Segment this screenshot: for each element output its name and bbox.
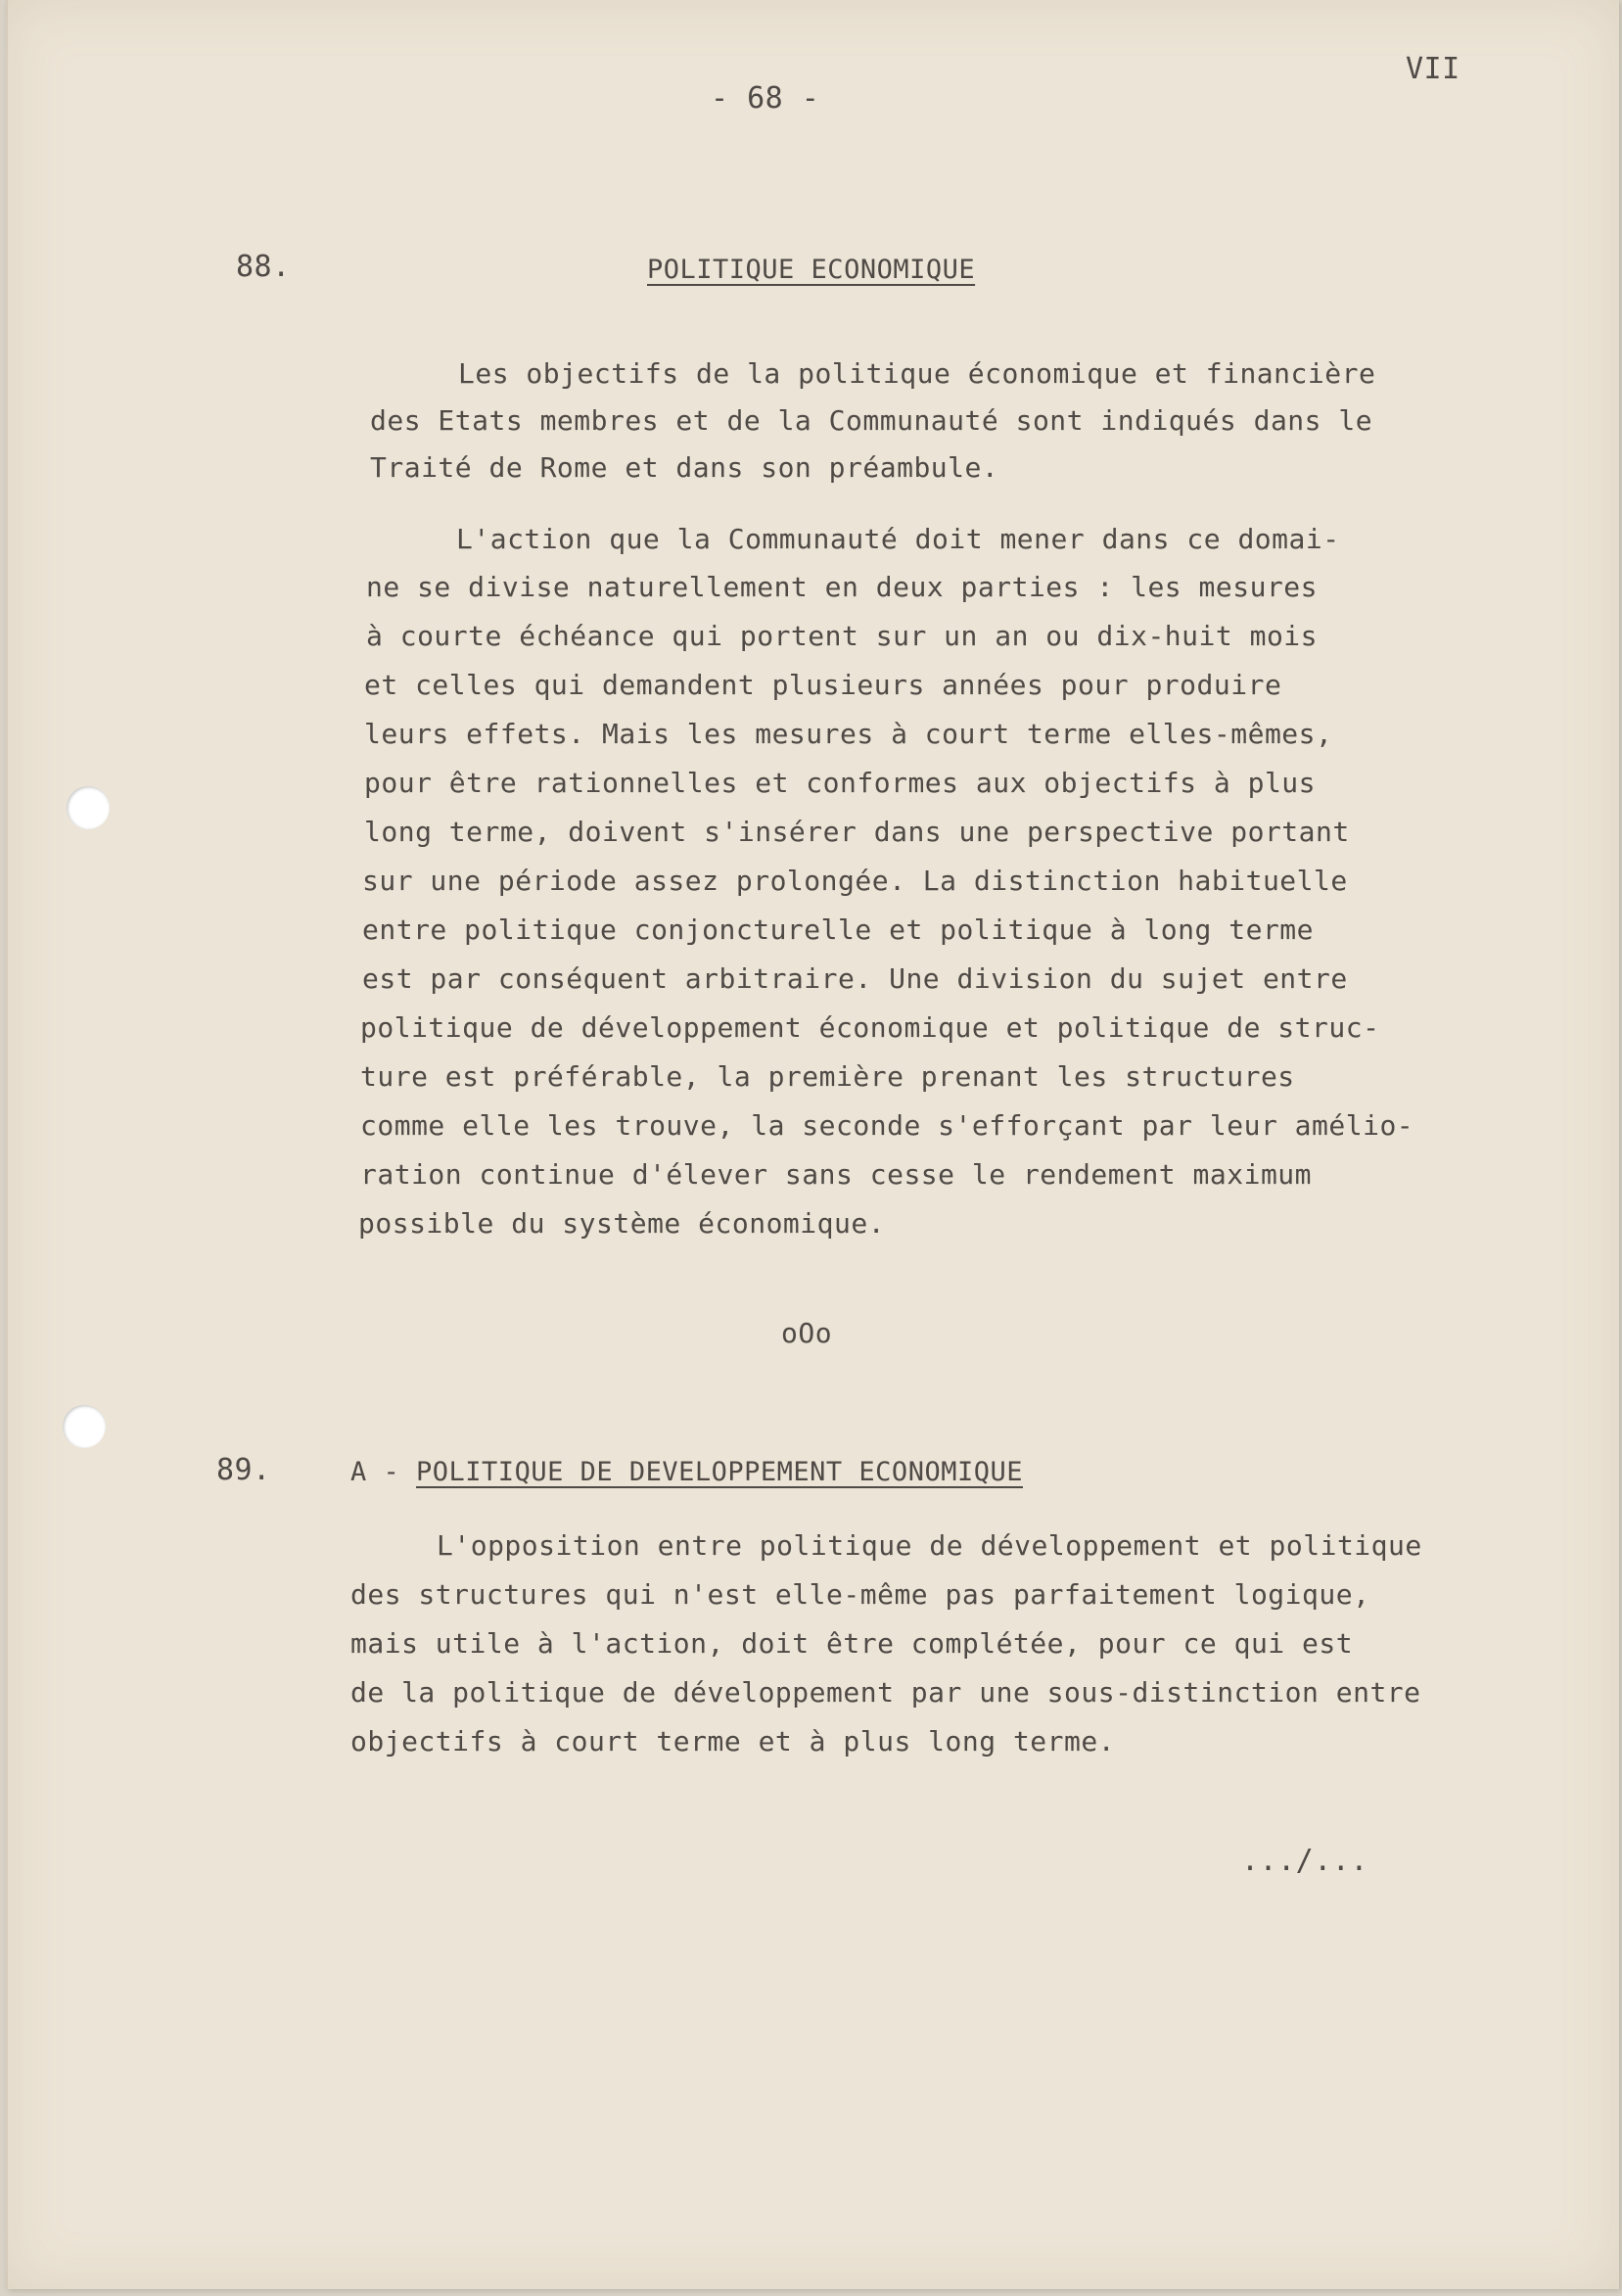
section-heading: [350, 1459, 1023, 1485]
text-line: leurs effets. Mais les mesures à court terme elles-mêmes,: [364, 718, 1333, 750]
punch-hole: [63, 1405, 106, 1448]
text-line: sur une période assez prolongée. La distinction habituelle: [362, 865, 1348, 897]
text-line: Les objectifs de la politique économique et financière: [458, 357, 1376, 390]
text-line: Traité de Rome et dans son préambule.: [370, 451, 999, 484]
page-edge: [6, 0, 8, 2289]
heading-title: POLITIQUE DE DEVELOPPEMENT ECONOMIQUE: [416, 1457, 1023, 1487]
text-line: ne se divise naturellement en deux parties : les mesures: [366, 571, 1319, 603]
text-line: est par conséquent arbitraire. Une division du sujet entre: [362, 962, 1348, 995]
section-mark: VII: [1406, 52, 1460, 86]
text-line: mais utile à l'action, doit être complétée, pour ce qui est: [350, 1627, 1354, 1660]
text-line: entre politique conjoncturelle et politique à long terme: [362, 914, 1315, 946]
text-line: ration continue d'élever sans cesse le rendement maximum: [360, 1158, 1313, 1191]
paragraph-number: 89.: [216, 1453, 271, 1487]
text-line: politique de développement économique et politique de struc-: [360, 1011, 1380, 1044]
page-number: - 68 -: [711, 81, 820, 116]
paragraph-number: 88.: [236, 250, 291, 284]
text-line: pour être rationnelles et conformes aux objectifs à plus: [364, 767, 1317, 799]
text-line: comme elle les trouve, la seconde s'efforçant par leur amélio-: [360, 1109, 1414, 1142]
document-page: [6, 0, 1619, 2289]
text-line: des structures qui n'est elle-même pas parfaitement logique,: [350, 1578, 1370, 1611]
separator-ornament: oOo: [781, 1317, 833, 1349]
text-line: de la politique de développement par une sous-distinction entre: [350, 1676, 1421, 1709]
continuation-mark: .../...: [1241, 1844, 1368, 1878]
text-line: ture est préférable, la première prenant les structures: [360, 1060, 1295, 1093]
heading-prefix: A -: [350, 1457, 417, 1487]
punch-hole: [67, 786, 110, 829]
text-line: à courte échéance qui portent sur un an ou dix-huit mois: [366, 620, 1319, 652]
text-line: L'action que la Communauté doit mener dans ce domai-: [456, 523, 1340, 555]
text-line: des Etats membres et de la Communauté sont indiqués dans le: [370, 404, 1373, 437]
text-line: objectifs à court terme et à plus long terme.: [350, 1725, 1116, 1757]
text-line: long terme, doivent s'insérer dans une perspective portant: [364, 816, 1350, 848]
section-heading: POLITIQUE ECONOMIQUE: [647, 255, 976, 285]
text-line: L'opposition entre politique de développement et politique: [437, 1529, 1422, 1562]
text-line: possible du système économique.: [358, 1207, 886, 1240]
text-line: et celles qui demandent plusieurs années pour produire: [364, 669, 1282, 701]
